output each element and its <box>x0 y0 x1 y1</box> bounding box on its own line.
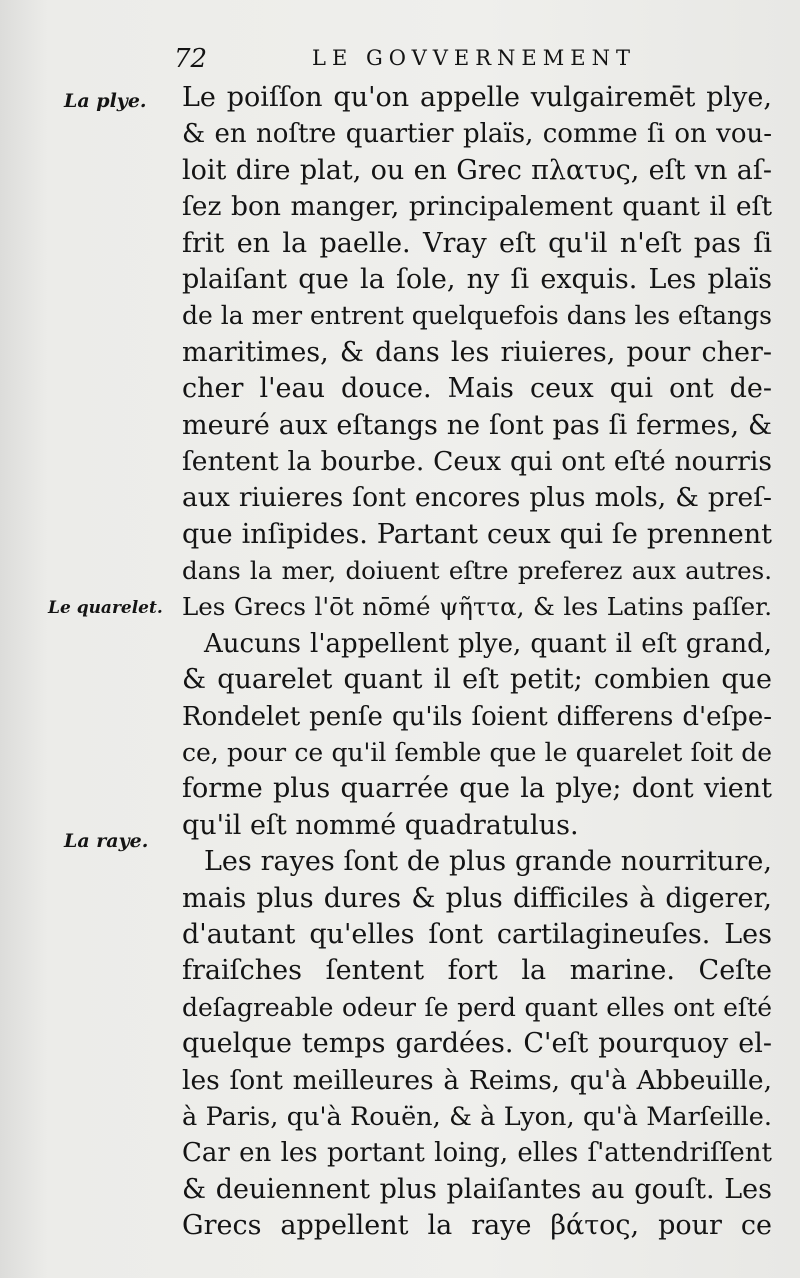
margin-note-plye: La plye. <box>64 90 147 112</box>
text-line: de la mer entrent quelquefois dans les eſtangs <box>182 301 772 331</box>
text-line: les ſont meilleures à Reims, qu'à Abbeuille, <box>182 1064 772 1096</box>
text-line: deſagreable odeur ſe perd quant elles ont eſté <box>182 992 772 1022</box>
text-line: & deuiennent plus plaiſantes au gouſt. Les <box>182 1173 772 1205</box>
text-line: meuré aux eſtangs ne ſont pas ſi fermes, & <box>182 409 772 441</box>
text-line: Rondelet penſe qu'ils ſoient differens d'eſpe- <box>182 701 772 732</box>
text-line: fraiſches ſentent fort la marine. Ceſte <box>182 955 772 987</box>
text-line: mais plus dures & plus difficiles à digerer, <box>182 882 772 914</box>
text-line: aux riuieres ſont encores plus mols, & preſ- <box>182 482 772 514</box>
text-line: ce, pour ce qu'il ſemble que le quarelet ſoit de <box>182 738 772 768</box>
text-line: Les rayes ſont de plus grande nourriture, <box>204 846 772 878</box>
text-line: & quarelet quant il eſt petit; combien que <box>182 664 772 696</box>
text-line: maritimes, & dans les riuieres, pour cher- <box>182 336 772 368</box>
page-number: 72 <box>174 44 208 74</box>
text-line: loit dire plat, ou en Grec πλατυς, eſt vn aſ- <box>182 154 772 186</box>
text-line: d'autant qu'elles ſont cartilagineuſes. Les <box>182 918 772 950</box>
running-title: LE GOVVERNEMENT <box>312 46 636 70</box>
text-line: & en noſtre quartier plaïs, comme ſi on vou- <box>182 119 772 150</box>
text-line: Car en les portant loing, elles ſ'attendriſſent <box>182 1138 772 1169</box>
margin-note-quarelet: Le quarelet. <box>48 598 163 618</box>
text-line: Le poiſſon qu'on appelle vulgairemēt plye, <box>182 82 772 113</box>
margin-note-raye: La raye. <box>64 830 149 852</box>
text-line: que inſipides. Partant ceux qui ſe prennent <box>182 518 772 550</box>
text-line: qu'il eſt nommé quadratulus. <box>182 809 579 841</box>
text-line: plaiſant que la ſole, ny ſi exquis. Les plaïs <box>182 263 772 295</box>
text-line: quelque temps gardées. C'eſt pourquoy el- <box>182 1028 772 1060</box>
page-header <box>170 44 770 84</box>
text-line: frit en la paelle. Vray eſt qu'il n'eſt pas ſi <box>182 227 772 259</box>
text-line: ſez bon manger, principalement quant il eſt <box>182 191 772 223</box>
text-line: Grecs appellent la raye βάτος, pour ce <box>182 1210 772 1242</box>
body-text <box>182 80 772 1245</box>
text-line: dans la mer, doiuent eſtre preferez aux autres. <box>182 556 772 586</box>
text-line: Les Grecs l'ōt nōmé ψῆττα, & les Latins paſſer. <box>182 592 772 622</box>
text-line: forme plus quarrée que la plye; dont vient <box>182 773 772 805</box>
text-line: Aucuns l'appellent plye, quant il eſt grand, <box>204 628 772 659</box>
text-line: cher l'eau douce. Mais ceux qui ont de- <box>182 373 772 405</box>
text-line: à Paris, qu'à Rouën, & à Lyon, qu'à Marſeille. <box>182 1101 772 1132</box>
text-line: ſentent la bourbe. Ceux qui ont eſté nourris <box>182 445 772 477</box>
